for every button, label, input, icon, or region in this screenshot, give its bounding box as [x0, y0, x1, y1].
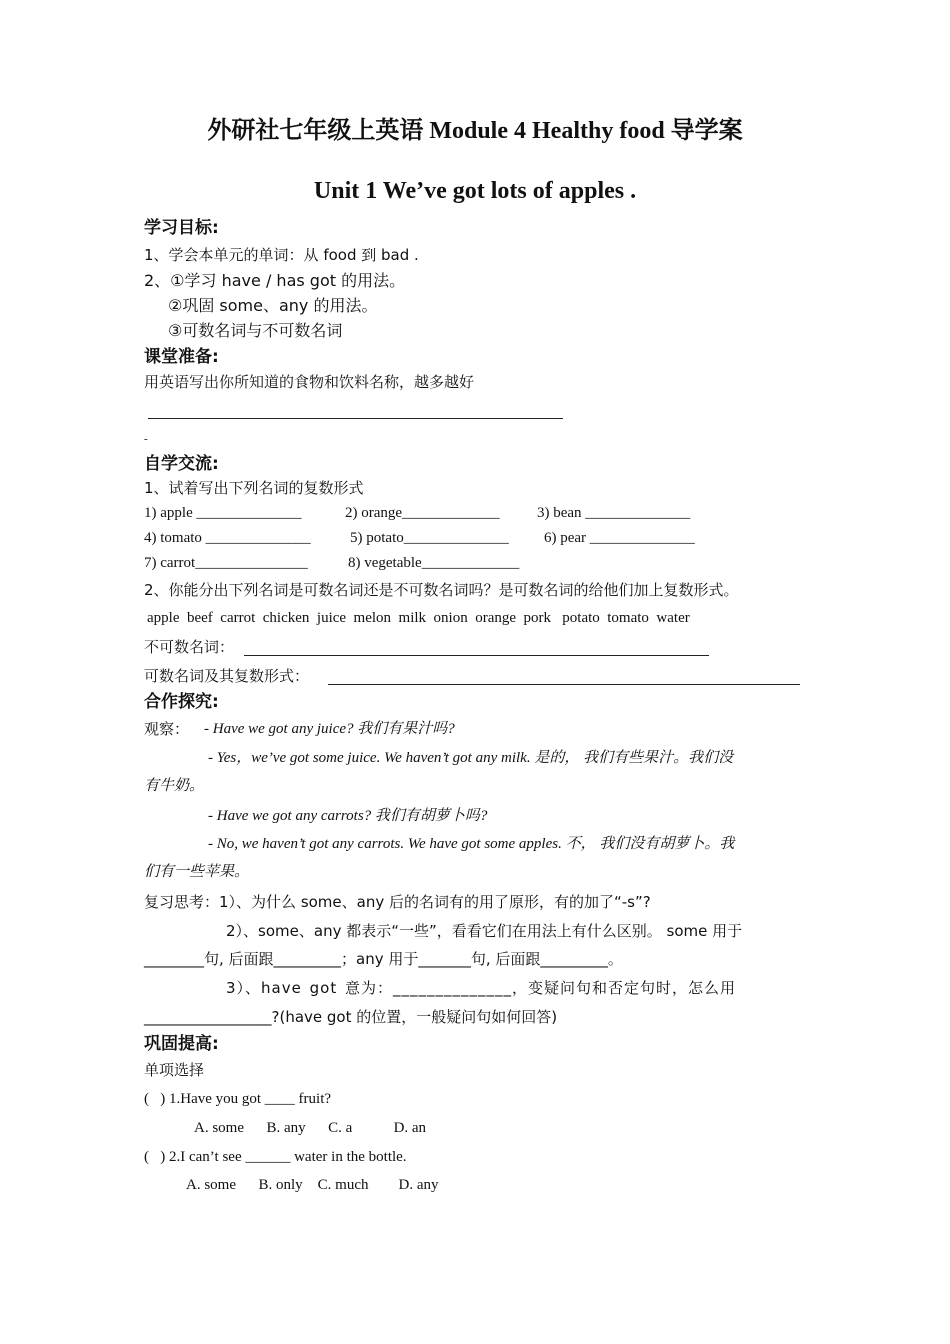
page-title: 外研社七年级上英语 Module 4 Healthy food 导学案 — [207, 118, 743, 144]
goal-item-2: 2、①学习 have / has got 的用法。 — [144, 271, 406, 290]
plural-item[interactable]: 4) tomato ______________ — [144, 530, 311, 546]
plural-item[interactable]: 2) orange_____________ — [345, 505, 500, 521]
prep-heading: 课堂准备: — [144, 347, 219, 367]
question-2-options[interactable]: A. some B. only C. much D. any — [186, 1177, 439, 1193]
plural-item[interactable]: 5) potato______________ — [350, 530, 509, 546]
question-1-options[interactable]: A. some B. any C. a D. an — [194, 1120, 427, 1136]
review-question-2: 2）、some、any 都表示“一些”，看看它们在用法上有什么区别。 some 用于 — [226, 922, 743, 940]
plural-item[interactable]: 7) carrot_______________ — [144, 555, 308, 571]
review-question-1: 复习思考：1）、为什么 some、any 后的名词有的用了原形，有的加了“-s”? — [144, 893, 651, 911]
prep-instruction: 用英语写出你所知道的食物和饮料名称，越多越好 — [144, 373, 475, 391]
review-question-3b[interactable]: _________________?(have got 的位置，一般疑问句如何回答) — [144, 1008, 558, 1026]
plural-item[interactable]: 3) bean ______________ — [537, 505, 691, 521]
goal-item-1: 1、学会本单元的单词：从 food 到 bad . — [144, 246, 419, 264]
explore-heading: 合作探究: — [144, 692, 219, 712]
plural-item[interactable]: 1) apple ______________ — [144, 505, 302, 521]
goal-item-2b: ②巩固 some、any 的用法。 — [168, 296, 378, 315]
review-question-3: 3）、have got 意为：______________，变疑问句和否定句时，怎么用 — [226, 979, 736, 997]
unit-subtitle: Unit 1 We’ve got lots of apples . — [313, 178, 637, 204]
consolidate-heading: 巩固提高: — [144, 1034, 219, 1054]
self-study-q1: 1、试着写出下列名词的复数形式 — [144, 479, 364, 497]
plural-item[interactable]: 8) vegetable_____________ — [348, 555, 520, 571]
countable-label: 可数名词及其复数形式： — [144, 667, 310, 685]
countable-answer-line[interactable] — [328, 684, 800, 685]
question-1[interactable]: ( ) 1.Have you got ____ fruit? — [144, 1091, 332, 1107]
plural-item[interactable]: 6) pear ______________ — [544, 530, 695, 546]
answer-line[interactable] — [148, 418, 563, 419]
uncountable-answer-line[interactable] — [244, 655, 709, 656]
dialogue-line-2b: 有牛奶。 — [144, 778, 205, 794]
review-question-2b[interactable]: ________句, 后面跟_________；any 用于_______句, 后面跟_________。 — [144, 950, 623, 968]
dialogue-line-4: - No, we haven’t got any carrots. We have got some apples. 不， 我们没有胡萝卜。我 — [208, 836, 735, 852]
dialogue-line-4b: 们有一些苹果。 — [144, 864, 250, 880]
dialogue-line-2: - Yes，we’ve got some juice. We haven’t got any milk. 是的， 我们有些果汁。我们没 — [208, 750, 734, 766]
self-study-q2: 2、你能分出下列名词是可数名词还是不可数名词吗？是可数名词的给他们加上复数形式。 — [144, 581, 739, 599]
dialogue-line-3: - Have we got any carrots? 我们有胡萝卜吗? — [208, 808, 488, 824]
noun-word-list: apple beef carrot chicken juice melon milk onion orange pork potato tomato water — [147, 610, 690, 626]
dialogue-line-1: - Have we got any juice? 我们有果汁吗? — [204, 721, 455, 737]
self-study-heading: 自学交流: — [144, 454, 219, 474]
uncountable-label: 不可数名词： — [144, 638, 235, 656]
goal-item-2c: ③可数名词与不可数名词 — [168, 321, 343, 340]
question-2[interactable]: ( ) 2.I can’t see ______ water in the bottle. — [144, 1149, 407, 1165]
prep-dash: - — [144, 433, 148, 445]
multiple-choice-heading: 单项选择 — [144, 1061, 205, 1079]
observe-label: 观察： — [144, 720, 190, 738]
goals-heading: 学习目标: — [144, 218, 219, 238]
